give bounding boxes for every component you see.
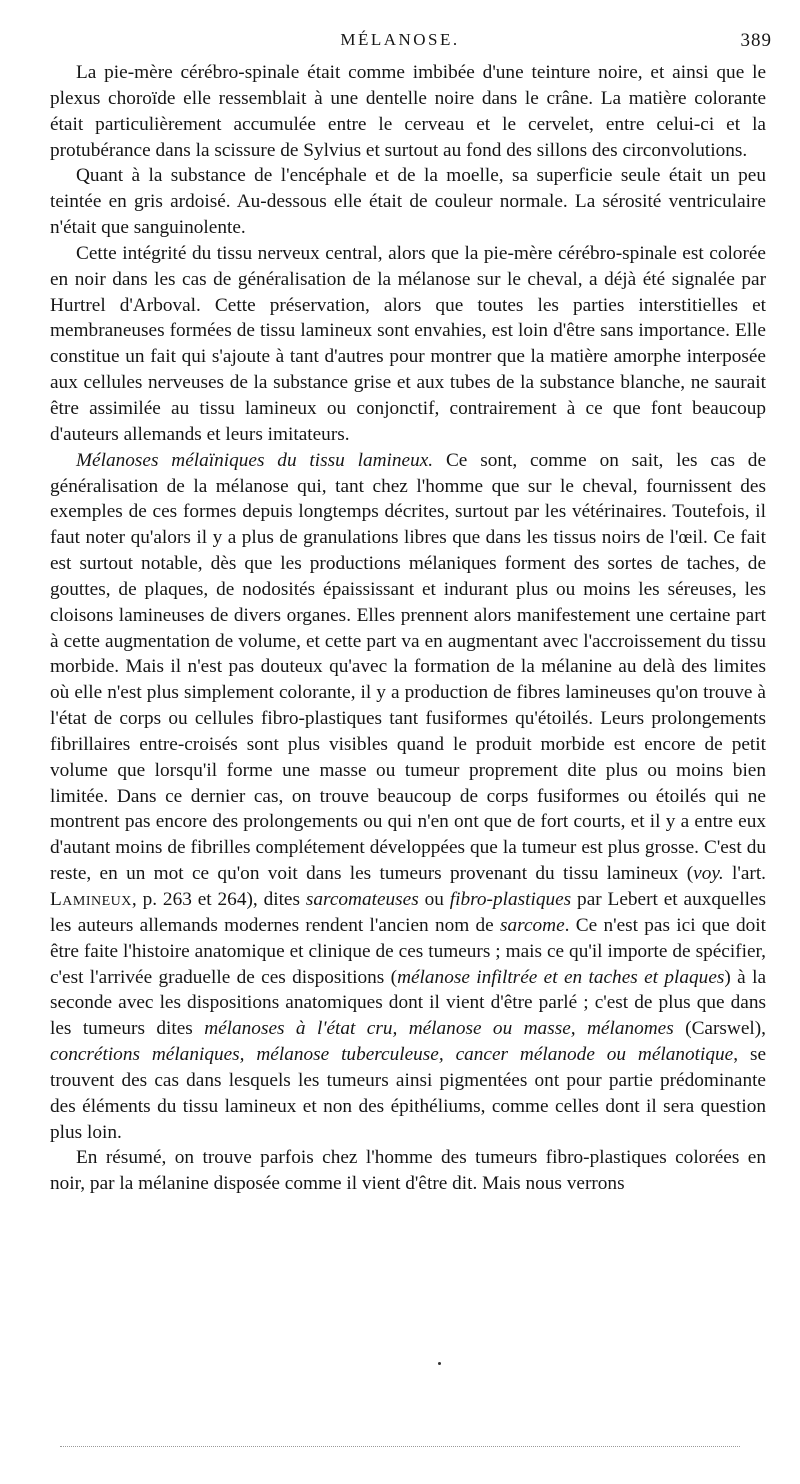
paragraph bbox=[50, 60, 766, 163]
text-run: Cette intégrité du tissu nerveux central, alors que la pie-mère cérébro-spinale est colorée en noir dans les cas de généralisation de la mélanose sur le cheval, a déjà été signalée par Hurtrel d'Arboval. Cette préservation, alors que toutes les parties interstitielles et membraneuses formées de tissu lamineux sont envahies, est loin d'être sans importance. Elle constitue un fait qui s'ajoute à tant d'autres pour montrer que la matière amorphe interposée aux cellules nerveuses de la substance grise et aux tubes de la substance blanche, ne saurait être assimilée au tissu lamineux ou conjonctif, contrairement à ce que font beaucoup d'auteurs allemands et leurs imitateurs. bbox=[50, 242, 766, 445]
paragraph bbox=[50, 163, 766, 241]
text-run: par Lebert et auxquelles les auteurs allemands modernes rendent l'ancien nom de bbox=[50, 889, 766, 936]
paragraph bbox=[50, 241, 766, 448]
text-run: l'art. bbox=[723, 863, 766, 885]
paragraph bbox=[50, 1145, 766, 1197]
italic-text: sarcomateuses bbox=[305, 889, 419, 910]
italic-text: sarcome bbox=[500, 914, 565, 936]
bottom-print-margin bbox=[60, 1446, 740, 1447]
paragraph bbox=[50, 448, 766, 1146]
text-run: ou bbox=[418, 889, 450, 910]
text-run: ) à la seconde avec les dispositions anatomiques dont il vient d'être parlé ; c'est de plus que dans les tumeurs dites bbox=[50, 966, 767, 1040]
text-run: La pie-mère cérébro-spinale était comme imbibée d'une teinture noire, et ainsi que le plexus choroïde elle ressemblait à une dentelle noire dans le crâne. La matière colorante était particulièrement accumulée entre le cerveau et le cervelet, entre celui-ci et la protubérance dans la scissure de Sylvius et surtout au fond des sillons des circonvolutions. bbox=[50, 62, 766, 161]
italic-text: concrétions mélaniques, mélanose tuberculeuse, cancer mélanode ou mélanotique bbox=[50, 1044, 734, 1066]
running-head bbox=[0, 30, 800, 54]
body-text bbox=[50, 60, 766, 1197]
italic-text: fibro-plastiques bbox=[449, 889, 572, 910]
italic-text: mélanose infiltrée et en taches et plaques bbox=[397, 966, 725, 988]
page-number: 389 bbox=[740, 30, 772, 51]
running-title: MÉLANOSE. bbox=[340, 30, 460, 49]
italic-text: voy. bbox=[693, 863, 724, 885]
text-run: . Ce n'est pas ici que doit être faite l'histoire anatomique et clinique de ces tumeurs ; mais ce qu'il importe de spécifier, c'est l'arrivée graduelle de ces dispositions ( bbox=[50, 914, 766, 988]
print-speck bbox=[438, 1362, 441, 1365]
text-run: , se trouvent des cas dans lesquels les tumeurs ainsi pigmentées ont pour partie prédominante des éléments du tissu lamineux et non des épithéliums, comme celles dont il sera question plus loin. bbox=[50, 1044, 766, 1143]
italic-text: mélanoses à l'état cru, mélanose ou masse, mélanomes bbox=[204, 1018, 674, 1040]
text-run: En résumé, on trouve parfois chez l'homme des tumeurs fibro-plastiques colorées en noir, par la mélanine disposée comme il vient d'être dit. Mais nous verrons bbox=[50, 1147, 766, 1195]
text-run: Ce sont, comme on sait, les cas de généralisation de la mélanose qui, tant chez l'homme que sur le cheval, fournissent des exemples de ces formes depuis longtemps décrites, surtout par les vétérinaires. Toutefois, il faut noter qu'alors il y a plus de granulations libres que dans les tissus noirs de l'œil. Ce fait est surtout notable, dès que les productions mélaniques forment des sortes de taches, de gouttes, de plaques, de nodosités épaississant et indurant plus ou moins les séreuses, les cloisons lamineuses de divers organes. Elles prennent alors manifestement une certaine part à cette augmentation de volume, et cette part va en augmentant avec l'accroissement du tissu morbide. Mais il n'est pas douteux qu'avec la formation de la mélanine au delà des limites où elle n'est plus simplement colorante, il y a production de fibres lamineuses qu'on trouve à l'état de corps ou cellules fibro-plastiques tant fusiformes qu'étoilés. Leurs prolongements fibrillaires entre-croisés sont plus visibles quand le produit morbide est encore de petit volume que lorsqu'il forme une masse ou tumeur proprement dite plus ou moins bien limitée. Dans ce dernier cas, on trouve beaucoup de corps fusiformes ou étoilés qui ne montrent pas encore des prolongements ou qui n'en ont que de fort courts, et il y a entre eux d'autant moins de fibrilles complétement développées que la tumeur est plus grosse. C'est du reste, en un mot ce qu'on voit dans les tumeurs provenant du tissu lamineux ( bbox=[50, 449, 767, 885]
text-run: (Carswel), bbox=[673, 1018, 766, 1040]
small-caps-text: Lamineux bbox=[50, 889, 132, 910]
text-run: Quant à la substance de l'encéphale et de la moelle, sa superficie seule était un peu teintée en gris ardoisé. Au-dessous elle était de couleur normale. La sérosité ventriculaire n'était que sanguinolente. bbox=[50, 165, 766, 239]
italic-text: Mélanoses mélaïniques du tissu lamineux. bbox=[76, 449, 434, 471]
text-run: , p. 263 et 264), dites bbox=[131, 889, 306, 910]
